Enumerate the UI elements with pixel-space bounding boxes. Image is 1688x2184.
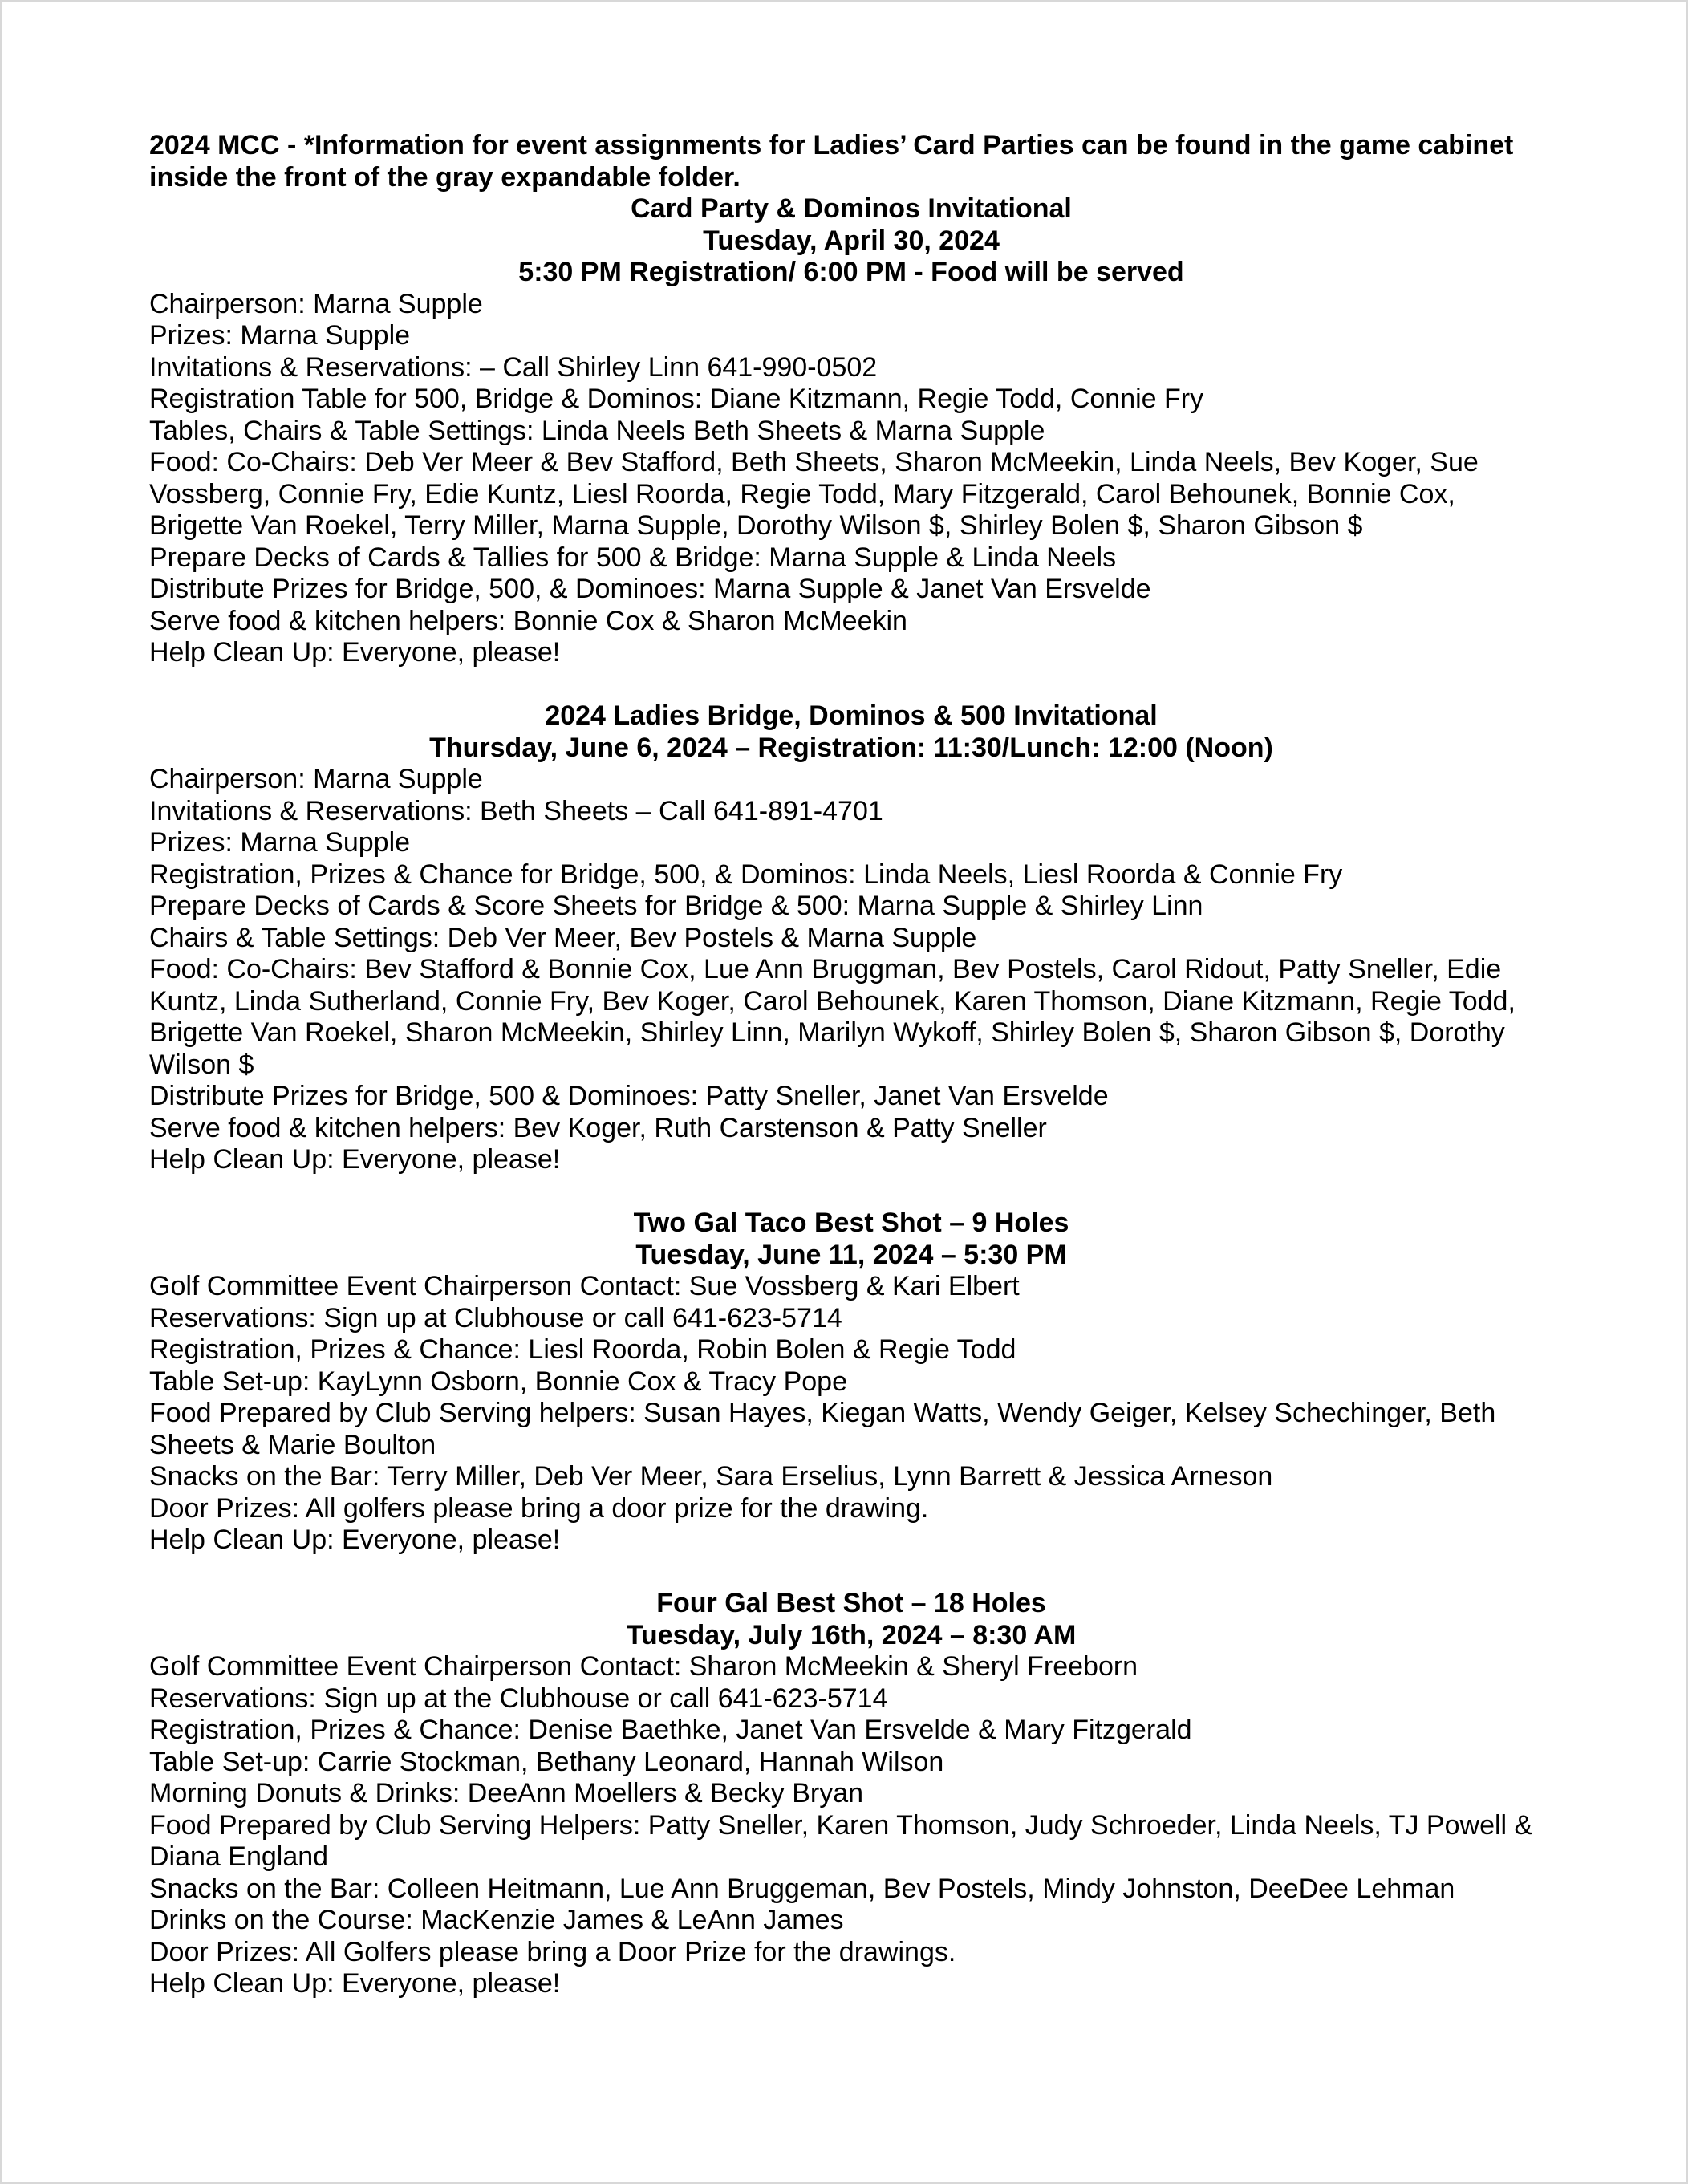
assignment-line: Help Clean Up: Everyone, please! [149,1144,561,1175]
event-title: 2024 Ladies Bridge, Dominos & 500 Invitational [545,700,1158,731]
assignment-line: Prepare Decks of Cards & Tallies for 500 & Bridge: Marna Supple & Linda Neels [149,542,1117,573]
assignment-line: Door Prizes: All golfers please bring a door prize for the drawing. [149,1492,929,1524]
event-title: Card Party & Dominos Invitational [631,193,1072,224]
event-card-party [149,193,1553,669]
assignment-line: Serve food & kitchen helpers: Bev Koger, Ruth Carstenson & Patty Sneller [149,1112,1047,1143]
assignment-line: Help Clean Up: Everyone, please! [149,1968,561,1999]
assignment-line: Chairs & Table Settings: Deb Ver Meer, Bev Postels & Marna Supple [149,922,977,953]
assignment-line: Distribute Prizes for Bridge, 500, & Dominoes: Marna Supple & Janet Van Ersvelde [149,574,1151,604]
assignment-line: Registration, Prizes & Chance: Denise Baethke, Janet Van Ersvelde & Mary Fitzgerald [149,1715,1192,1745]
assignment-line: Tables, Chairs & Table Settings: Linda Neels Beth Sheets & Marna Supple [149,415,1045,446]
assignment-line: Snacks on the Bar: Terry Miller, Deb Ver Meer, Sara Erselius, Lynn Barrett & Jessica Arneson [149,1461,1273,1492]
assignment-line: Food: Co-Chairs: Deb Ver Meer & Bev Stafford, Beth Sheets, Sharon McMeekin, Linda Neels, Bev Koger, Sue Vossberg, Connie Fry, Edie Kuntz, Liesl Roorda, Regie Todd, Mary Fitzgerald, Carol Behounek, Bonnie Cox, Brigette Van Roekel, Terry Miller, Marna Supple, Dorothy Wilson $, Shirley Bolen $, Sharon Gibson $ [149,447,1479,541]
assignment-line: Prepare Decks of Cards & Score Sheets for Bridge & 500: Marna Supple & Shirley Linn [149,891,1203,921]
assignment-line: Registration Table for 500, Bridge & Dominos: Diane Kitzmann, Regie Todd, Connie Fry [149,384,1204,414]
assignment-line: Food Prepared by Club Serving helpers: Susan Hayes, Kiegan Watts, Wendy Geiger, Kelsey Schechinger, Beth Sheets & Marie Boulton [149,1398,1496,1460]
assignment-line: Prizes: Marna Supple [149,320,411,351]
assignment-line: Prizes: Marna Supple [149,827,411,858]
event-title: Two Gal Taco Best Shot – 9 Holes [633,1208,1069,1238]
assignment-line: Snacks on the Bar: Colleen Heitmann, Lue Ann Bruggeman, Bev Postels, Mindy Johnston, DeeDee Lehman [149,1873,1455,1904]
assignment-line: Door Prizes: All Golfers please bring a Door Prize for the drawings. [149,1936,956,1967]
assignment-line: Registration, Prizes & Chance for Bridge, 500, & Dominos: Linda Neels, Liesl Roorda & Connie Fry [149,859,1343,890]
assignment-line: Golf Committee Event Chairperson Contact: Sue Vossberg & Kari Elbert [149,1271,1020,1301]
assignment-line: Distribute Prizes for Bridge, 500 & Dominoes: Patty Sneller, Janet Van Ersvelde [149,1081,1109,1111]
assignment-line: Food: Co-Chairs: Bev Stafford & Bonnie Cox, Lue Ann Bruggman, Bev Postels, Carol Ridout, Patty Sneller, Edie Kuntz, Linda Sutherland, Connie Fry, Bev Koger, Carol Behounek, Karen Thomson, Diane Kitzmann, Regie Todd, Brigette Van Roekel, Sharon McMeekin, Shirley Linn, Marilyn Wykoff, Shirley Bolen $, Sharon Gibson $, Dorothy Wilson $ [149,954,1516,1080]
assignment-line: Serve food & kitchen helpers: Bonnie Cox & Sharon McMeekin [149,605,907,636]
assignment-line: Help Clean Up: Everyone, please! [149,1524,561,1555]
event-date-time: Tuesday, June 11, 2024 – 5:30 PM [635,1239,1067,1270]
assignment-line: Invitations & Reservations: Beth Sheets – Call 641-891-4701 [149,795,883,826]
event-two-gal-taco [149,1208,1553,1557]
assignment-line: Table Set-up: KayLynn Osborn, Bonnie Cox & Tracy Pope [149,1366,848,1397]
event-date-time: Tuesday, July 16th, 2024 – 8:30 AM [626,1619,1077,1650]
assignment-line: Invitations & Reservations: – Call Shirley Linn 641-990-0502 [149,351,878,383]
assignment-line: Table Set-up: Carrie Stockman, Bethany Leonard, Hannah Wilson [149,1746,944,1777]
event-four-gal-best-shot [149,1588,1553,2000]
assignment-line: Reservations: Sign up at the Clubhouse or call 641-623-5714 [149,1683,888,1714]
assignment-line: Reservations: Sign up at Clubhouse or call 641-623-5714 [149,1302,842,1334]
event-bridge-invitational [149,700,1553,1176]
assignment-line: Help Clean Up: Everyone, please! [149,637,561,668]
assignment-line: Golf Committee Event Chairperson Contact: Sharon McMeekin & Sheryl Freeborn [149,1651,1138,1682]
assignment-line: Drinks on the Course: MacKenzie James & LeAnn James [149,1905,844,1935]
assignment-line: Chairperson: Marna Supple [149,288,483,319]
assignment-line: Registration, Prizes & Chance: Liesl Roorda, Robin Bolen & Regie Todd [149,1334,1016,1365]
document-content [149,130,1553,2000]
event-date-time: Thursday, June 6, 2024 – Registration: 11:30/Lunch: 12:00 (Noon) [429,732,1273,763]
assignment-line: Chairperson: Marna Supple [149,764,483,794]
intro-note: 2024 MCC - *Information for event assignments for Ladies’ Card Parties can be found in the game cabinet inside the front of the gray expandable folder. [149,130,1514,193]
assignment-line: Morning Donuts & Drinks: DeeAnn Moellers & Becky Bryan [149,1778,864,1808]
event-title: Four Gal Best Shot – 18 Holes [656,1588,1046,1618]
event-time: 5:30 PM Registration/ 6:00 PM - Food will be served [518,257,1184,287]
assignment-line: Food Prepared by Club Serving Helpers: Patty Sneller, Karen Thomson, Judy Schroeder, Linda Neels, TJ Powell & Diana England [149,1809,1533,1872]
event-date: Tuesday, April 30, 2024 [703,225,1000,256]
